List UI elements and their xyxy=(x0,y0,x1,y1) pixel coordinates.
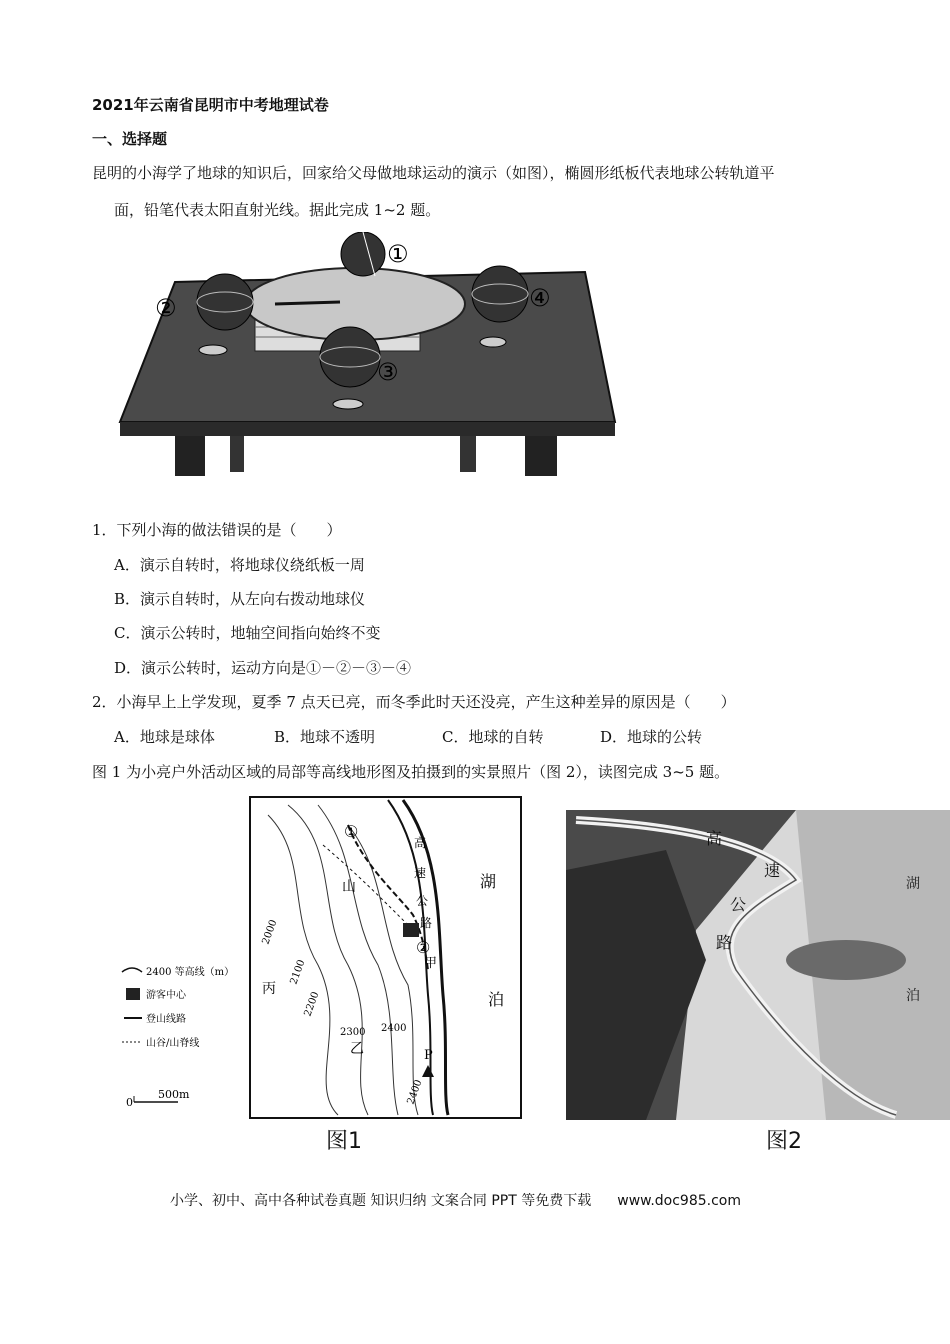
place-bing: 丙 xyxy=(262,981,276,997)
label-2: ② xyxy=(155,294,177,322)
intro-line-2: 面，铅笔代表太阳直射光线。据此完成 1~2 题。 xyxy=(114,201,441,219)
question-2-option-a: A．地球是球体 xyxy=(114,728,215,746)
legend-valley-ridge: 山谷/山脊线 xyxy=(146,1038,200,1049)
map-legend xyxy=(120,962,250,1112)
question-1-option-b: B．演示自转时，从左向右拨动地球仪 xyxy=(114,590,366,608)
question-2-option-b: B．地球不透明 xyxy=(274,728,376,746)
scale-label: 500m xyxy=(158,1088,190,1101)
legend-contour: 2400 等高线（m） xyxy=(146,967,235,978)
intro-paragraph-2: 图 1 为小亮户外活动区域的局部等高线地形图及拍摄到的实景照片（图 2），读图完成 3~5 题。 xyxy=(92,763,730,781)
map-lake-2: 泊 xyxy=(488,990,505,1009)
place-p: P xyxy=(424,1048,433,1063)
footer xyxy=(170,1190,741,1210)
photo-road-1: 高 xyxy=(706,829,723,848)
photo-lake-2: 泊 xyxy=(906,988,920,1004)
intro-line-1: 昆明的小海学了地球的知识后，回家给父母做地球运动的演示（如图），椭圆形纸板代表地球公转轨道平 xyxy=(92,164,775,182)
legend-visitor-center: 游客中心 xyxy=(146,990,186,1001)
question-1-option-c: C．演示公转时，地轴空间指向始终不变 xyxy=(114,624,381,642)
footer-url[interactable]: www.doc985.com xyxy=(617,1193,741,1209)
map-lake-1: 湖 xyxy=(480,872,497,891)
contour-2100: 2100 xyxy=(288,958,308,987)
legend-hiking-route: 登山线路 xyxy=(146,1014,186,1025)
figure-2-caption: 图2 xyxy=(766,1129,802,1154)
map-road-4: 路 xyxy=(420,916,433,930)
photo-road-4: 路 xyxy=(716,933,733,952)
contour-map xyxy=(248,795,523,1120)
contour-2300: 2300 xyxy=(340,1027,366,1038)
footer-text: 小学、初中、高中各种试卷真题 知识归纳 文案合同 PPT 等免费下载 xyxy=(170,1193,592,1209)
place-jia: 甲 xyxy=(424,956,438,971)
question-1-option-a: A．演示自转时，将地球仪绕纸板一周 xyxy=(114,556,365,574)
map-road-2: 速 xyxy=(414,866,427,880)
route-point-2: ② xyxy=(416,938,431,957)
place-shan: 山 xyxy=(342,879,356,895)
map-road-1: 高 xyxy=(414,836,427,850)
globe-demo-figure xyxy=(115,232,620,482)
label-4: ④ xyxy=(529,284,551,312)
landscape-photo xyxy=(566,810,950,1120)
map-road-3: 公 xyxy=(416,894,429,908)
question-1-stem: 1．下列小海的做法错误的是（ ） xyxy=(92,521,342,539)
contour-2400-b: 2400 xyxy=(405,1078,425,1107)
question-1-option-d: D．演示公转时，运动方向是①－②－③－④ xyxy=(114,659,412,677)
contour-2200: 2200 xyxy=(302,990,322,1019)
place-yi: 乙 xyxy=(350,1041,364,1057)
label-3: ③ xyxy=(377,358,399,386)
photo-lake-1: 湖 xyxy=(906,876,920,892)
question-2-stem: 2．小海早上上学发现，夏季 7 点天已亮，而冬季此时天还没亮，产生这种差异的原因是（ ） xyxy=(92,693,736,711)
scale-zero: 0 xyxy=(126,1096,133,1109)
question-2-option-c: C．地球的自转 xyxy=(442,728,544,746)
contour-2400-a: 2400 xyxy=(381,1023,407,1034)
figure-1-caption: 图1 xyxy=(326,1129,362,1154)
contour-2000: 2000 xyxy=(260,918,280,947)
route-point-1: ① xyxy=(344,822,359,841)
photo-road-3: 公 xyxy=(730,895,747,914)
page-title: 2021年云南省昆明市中考地理试卷 xyxy=(92,96,329,114)
photo-road-2: 速 xyxy=(764,861,781,880)
question-2-option-d: D．地球的公转 xyxy=(600,728,703,746)
globe-1 xyxy=(341,232,385,276)
section-heading: 一、选择题 xyxy=(92,130,168,148)
label-1: ① xyxy=(387,240,409,268)
